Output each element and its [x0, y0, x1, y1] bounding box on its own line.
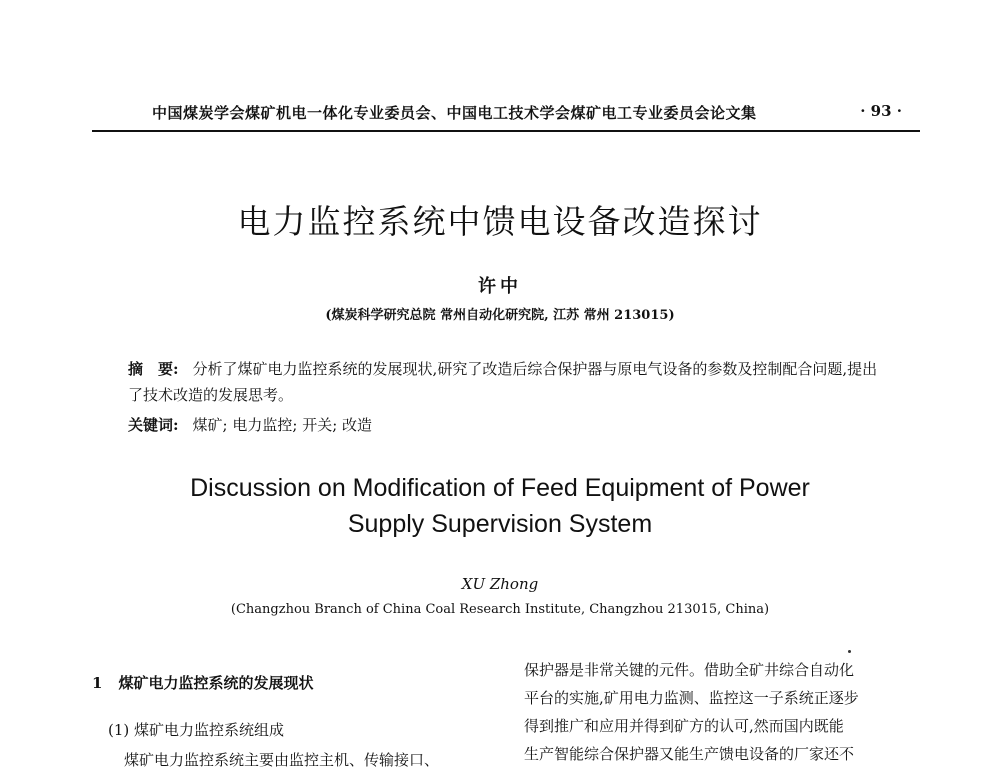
abstract-label: 摘 要: — [128, 360, 179, 378]
english-affiliation: (Changzhou Branch of China Coal Research Institute, Changzhou 213015, China) — [230, 602, 770, 617]
keywords-label: 关键词: — [128, 416, 179, 434]
page-number: · 93 · — [860, 102, 902, 120]
section-heading — [92, 672, 492, 693]
body-right-column — [524, 656, 922, 768]
header-rule — [92, 130, 920, 132]
section-title: 煤矿电力监控系统的发展现状 — [118, 674, 314, 692]
keywords-text: 煤矿; 电力监控; 开关; 改造 — [192, 416, 373, 434]
chinese-keywords — [128, 412, 888, 438]
chinese-author: 许中 — [478, 276, 522, 297]
abstract-text: 分析了煤矿电力监控系统的发展现状,研究了改造后综合保护器与原电气设备的参数及控制配合问题,提出了技术改造的发展思考。 — [128, 360, 878, 404]
chinese-abstract — [128, 356, 888, 408]
running-title: 中国煤炭学会煤矿机电一体化专业委员会、中国电工技术学会煤矿电工专业委员会论文集 — [152, 104, 757, 122]
body-line: 得到推广和应用并得到矿方的认可,然而国内既能 — [524, 717, 844, 735]
body-line: 保护器是非常关键的元件。借助全矿井综合自动化 — [524, 661, 855, 679]
body-line: 生产智能综合保护器又能生产馈电设备的厂家还不 — [524, 745, 855, 763]
english-author: XU Zhong — [461, 575, 539, 593]
english-title-line2: Supply Supervision System — [347, 510, 653, 538]
section-number: 1 — [92, 674, 103, 692]
speck-mark — [848, 650, 851, 653]
body-left-column — [92, 672, 492, 772]
english-title-line1: Discussion on Modification of Feed Equipment of Power — [190, 474, 810, 502]
chinese-title: 电力监控系统中馈电设备改造探讨 — [237, 202, 763, 241]
body-paragraph: 煤矿电力监控系统主要由监控主机、传输接口、 — [124, 751, 440, 769]
body-line: 平台的实施,矿用电力监测、监控这一子系统正逐步 — [524, 689, 859, 707]
english-title — [0, 470, 1000, 542]
chinese-affiliation: (煤炭科学研究总院 常州自动化研究院, 江苏 常州 213015) — [325, 308, 675, 323]
running-header — [92, 100, 920, 132]
subsection-heading: (1) 煤矿电力监控系统组成 — [108, 721, 285, 739]
